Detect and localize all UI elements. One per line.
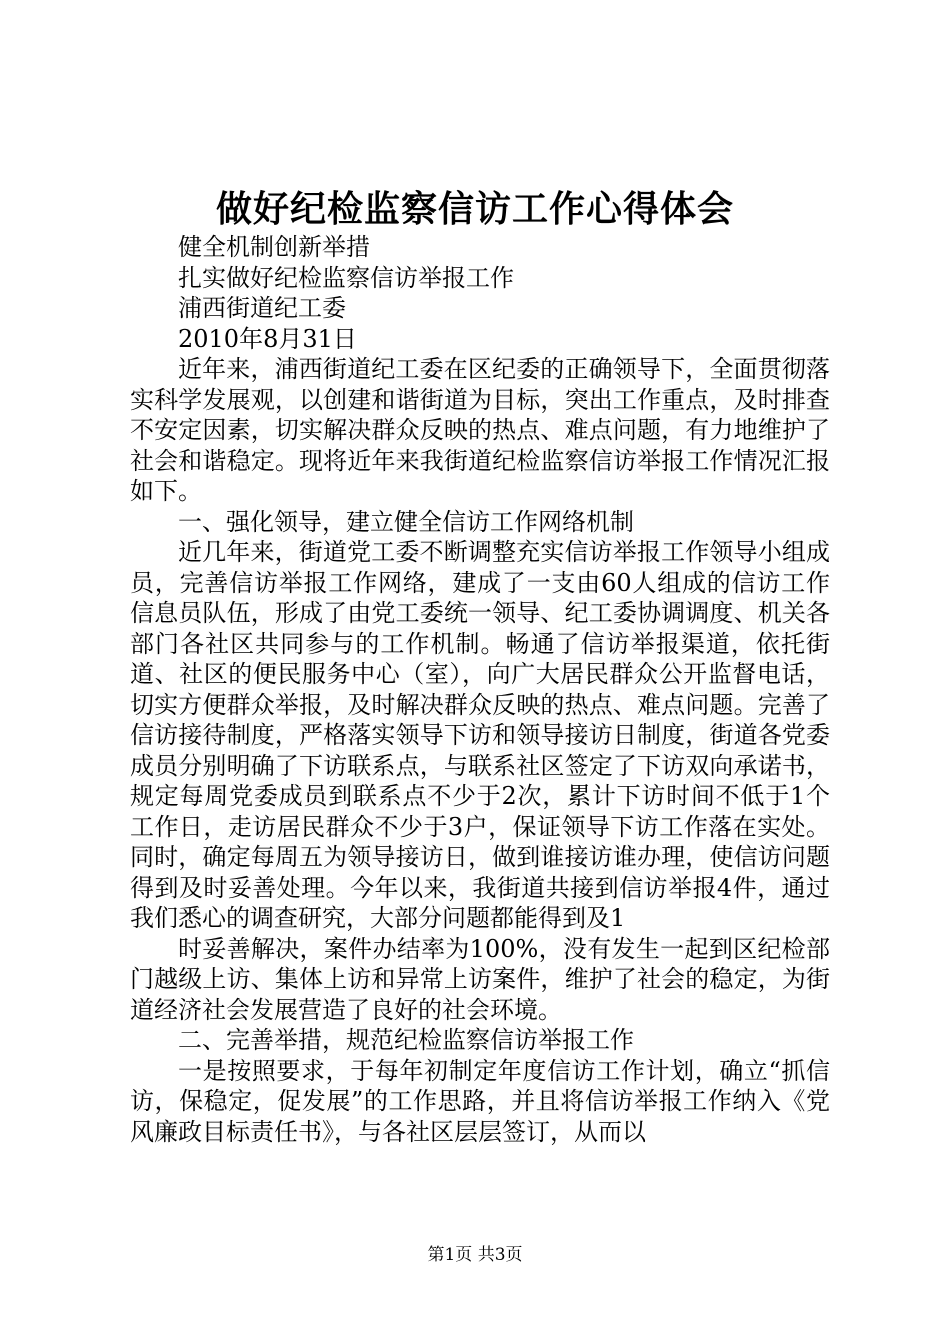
paragraph-section-2: 一是按照要求，于每年初制定年度信访工作计划，确立“抓信访，保稳定，促发展”的工作思路，并且将信访举报工作纳入《党风廉政目标责任书》，与各社区层层签订，从而以 — [130, 1056, 830, 1146]
subtitle-line-1: 健全机制创新举措 — [178, 233, 370, 261]
paragraph-intro: 近年来，浦西街道纪工委在区纪委的正确领导下，全面贯彻落实科学发展观，以创建和谐街道为目标，突出工作重点，及时排查不安定因素，切实解决群众反映的热点、难点问题，有力地维护了社会和谐稳定。现将近年来我街道纪检监察信访举报工作情况汇报如下。 — [130, 355, 830, 505]
author-line: 浦西街道纪工委 — [178, 294, 346, 322]
paragraph-section-1: 近几年来，街道党工委不断调整充实信访举报工作领导小组成员，完善信访举报工作网络，建成了一支由60人组成的信访工作信息员队伍，形成了由党工委统一领导、纪工委协调调度、机关各部门各社区共同参与的工作机制。畅通了信访举报渠道，依托街道、社区的便民服务中心（室），向广大居民群众公开监督电话，切实方便群众举报，及时解决群众反映的热点、难点问题。完善了信访接待制度，严格落实领导下访和领导接访日制度，街道各党委成员分别明确了下访联系点，与联系社区签定了下访双向承诺书，规定每周党委成员到联系点不少于2次，累计下访时间不低于1个工作日，走访居民群众不少于3户，保证领导下访工作落在实处。同时，确定每周五为领导接访日，做到谁接访谁办理，使信访问题得到及时妥善处理。今年以来，我街道共接到信访举报4件，通过我们悉心的调查研究，大部分问题都能得到及1 — [130, 538, 830, 932]
section-heading-2: 二、完善举措，规范纪检监察信访举报工作 — [178, 1026, 634, 1054]
subtitle-line-2: 扎实做好纪检监察信访举报工作 — [178, 263, 514, 292]
date-line: 2010年8月31日 — [178, 324, 357, 353]
document-body — [130, 232, 830, 1147]
paragraph-section-1-continued: 时妥善解决，案件办结率为100%，没有发生一起到区纪检部门越级上访、集体上访和异常上访案件，维护了社会的稳定，为街道经济社会发展营造了良好的社会环境。 — [130, 934, 830, 1024]
section-heading-1: 一、强化领导，建立健全信访工作网络机制 — [178, 507, 634, 536]
page-footer: 第1页 共3页 — [427, 1245, 523, 1265]
document-title: 做好纪检监察信访工作心得体会 — [215, 188, 734, 230]
